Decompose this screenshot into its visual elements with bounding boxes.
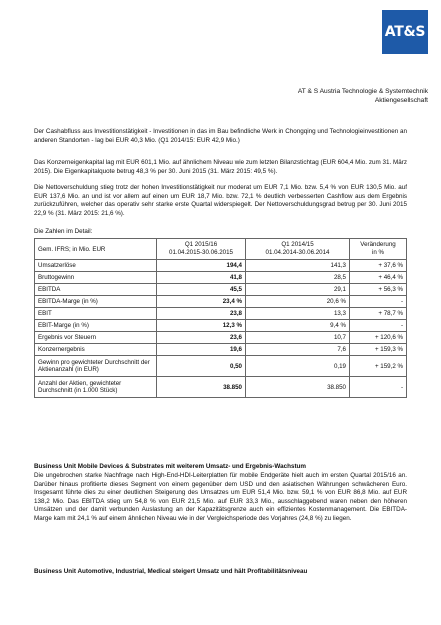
row-q1-2014: 38.850 xyxy=(246,377,350,398)
header-q1-2014 xyxy=(246,239,350,260)
row-q1-2014: 7,6 xyxy=(246,344,350,356)
row-q1-2015: 194,4 xyxy=(157,260,246,272)
row-q1-2014: 13,3 xyxy=(246,308,350,320)
row-q1-2015: 12,3 % xyxy=(157,320,246,332)
table-row xyxy=(35,296,407,308)
row-label: Konzernergebnis xyxy=(35,344,157,356)
row-change: + 120,6 % xyxy=(350,332,407,344)
row-q1-2014: 29,1 xyxy=(246,284,350,296)
table-row xyxy=(35,356,407,377)
row-q1-2015: 41,8 xyxy=(157,272,246,284)
table-header-row xyxy=(35,239,407,260)
row-q1-2014: 10,7 xyxy=(246,332,350,344)
row-label: Gewinn pro gewichteter Durchschnitt der Aktienanzahl (in EUR) xyxy=(35,356,157,377)
row-change: + 46,4 % xyxy=(350,272,407,284)
row-label: EBITDA xyxy=(35,284,157,296)
header-q1-2015-title: Q1 2015/16 xyxy=(184,241,218,248)
table-row xyxy=(35,260,407,272)
row-q1-2014: 0,19 xyxy=(246,356,350,377)
row-change: + 56,3 % xyxy=(350,284,407,296)
row-change: + 159,2 % xyxy=(350,356,407,377)
row-q1-2014: 20,6 % xyxy=(246,296,350,308)
table-row xyxy=(35,377,407,398)
header-q1-2015-period: 01.04.2015-30.06.2015 xyxy=(169,249,233,256)
header-q1-2014-title: Q1 2014/15 xyxy=(281,241,314,248)
table-row xyxy=(35,272,407,284)
row-change: - xyxy=(350,296,407,308)
table-row xyxy=(35,344,407,356)
row-q1-2014: 28,5 xyxy=(246,272,350,284)
table-row xyxy=(35,320,407,332)
row-label: EBIT-Marge (in %) xyxy=(35,320,157,332)
row-change: + 159,3 % xyxy=(350,344,407,356)
paragraph-cashflow: Der Cashabfluss aus Investitionstätigkeit - Investitionen in das im Bau befindliche Werk in Chongqing und Technologieinvestitionen an anderen Standorten - lag bei EUR 40,3 Mio. (Q1 2014/15: EUR 42,9 Mio.) xyxy=(34,128,407,144)
paragraph-net-debt: Die Nettoverschuldung stieg trotz der hohen Investitionstätigkeit nur moderat um EUR 7,1 Mio. bzw. 5,4 % von EUR 130,5 Mio. auf EUR 137,6 Mio. an und ist vor allem auf einen um EUR 18,7 Mio. bzw. 72,1 % deutlich verbesserten Cashflow aus dem Ergebnis zurückzuführen, welcher das operativ sehr starke erste Quartal widerspiegelt. Der Nettoverschuldungsgrad betrug per 30. Juni 2015 22,9 % (31. März 2015: 21,6 %). xyxy=(34,184,407,217)
row-label: EBITDA-Marge (in %) xyxy=(35,296,157,308)
row-label: Umsatzerlöse xyxy=(35,260,157,272)
figures-table xyxy=(34,238,407,398)
row-label: Anzahl der Aktien, gewichteter Durchschnitt (in 1.000 Stück) xyxy=(35,377,157,398)
header-change-title: Veränderung xyxy=(360,241,396,248)
row-q1-2015: 23,4 % xyxy=(157,296,246,308)
paragraph-equity: Das Konzerneigenkapital lag mit EUR 601,1 Mio. auf ähnlichem Niveau wie zum letzten Bilanzstichtag (EUR 604,4 Mio. zum 31. März 2015). Die Eigenkapitalquote betrug 48,3 % per 30. Juni 2015 (31. März 2015: 49,5 %). xyxy=(34,159,407,175)
row-label: Bruttogewinn xyxy=(35,272,157,284)
row-q1-2015: 23,6 xyxy=(157,332,246,344)
table-row xyxy=(35,332,407,344)
row-change: - xyxy=(350,320,407,332)
row-q1-2014: 9,4 % xyxy=(246,320,350,332)
row-label: EBIT xyxy=(35,308,157,320)
section-heading-automotive: Business Unit Automotive, Industrial, Medical steigert Umsatz und hält Profitabilitätsniveau xyxy=(34,568,308,575)
header-change-unit: in % xyxy=(371,249,385,256)
table-title: Die Zahlen im Detail: xyxy=(34,228,93,235)
company-logo: AT&S xyxy=(382,10,428,54)
header-q1-2015 xyxy=(157,239,246,260)
row-label: Ergebnis vor Steuern xyxy=(35,332,157,344)
row-q1-2015: 19,6 xyxy=(157,344,246,356)
header-label: Gem. IFRS; in Mio. EUR xyxy=(35,239,157,260)
table-row xyxy=(35,308,407,320)
row-change: + 37,6 % xyxy=(350,260,407,272)
header-q1-2014-period: 01.04.2014-30.06.2014 xyxy=(265,249,330,256)
row-change: - xyxy=(350,377,407,398)
header-change xyxy=(350,239,407,260)
section-heading-mobile-devices: Business Unit Mobile Devices & Substrates mit weiterem Umsatz- und Ergebnis-Wachstum xyxy=(34,463,306,470)
company-name-line2: Aktiengesellschaft xyxy=(374,97,428,104)
row-q1-2015: 23,8 xyxy=(157,308,246,320)
paragraph-mobile-devices: Die ungebrochen starke Nachfrage nach High-End-HDI-Leiterplatten für mobile Endgeräte hielt auch im ersten Quartal 2015/16 an. Darüber hinaus profitierte dieses Segment von einem gegenüber dem USD und den asiatischen Währungen schwächeren Euro. Insgesamt führte dies zu einer deutlichen Steigerung des Umsatzes um EUR 51,4 Mio. bzw. 59,1 % von EUR 86,8 Mio. auf EUR 138,2 Mio. Das EBITDA stieg um 54,8 % von EUR 21,5 Mio. auf EUR 33,3 Mio., ausschlaggebend waren neben den höheren Umsätzen und der damit verbunden Auslastung an der Kapazitätsgrenze auch ein effizientes Kostenmanagement. Die EBITDA-Marge kam mit 24,1 % auf einem ähnlichen Niveau wie in der Vergleichsperiode des Vorjahres (24,8 %) zu liegen. xyxy=(34,472,407,522)
row-q1-2015: 0,50 xyxy=(157,356,246,377)
row-q1-2015: 45,5 xyxy=(157,284,246,296)
row-q1-2015: 38.850 xyxy=(157,377,246,398)
table-row xyxy=(35,284,407,296)
row-change: + 78,7 % xyxy=(350,308,407,320)
company-name-line1: AT & S Austria Technologie & Systemtechnik xyxy=(297,88,428,95)
company-name xyxy=(298,87,428,105)
row-q1-2014: 141,3 xyxy=(246,260,350,272)
